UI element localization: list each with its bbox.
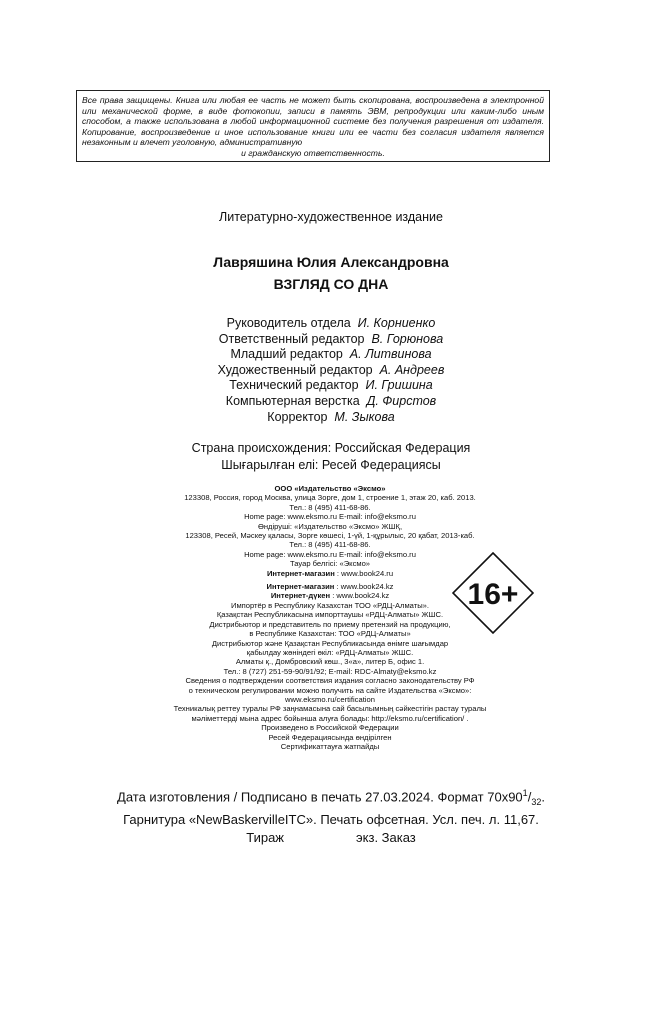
age-rating-text: 16+ [467,578,519,611]
staff-name: А. Андреев [379,362,445,377]
staff-role: Художественный редактор [217,362,373,377]
distributor: Дистрибьютор и представитель по приему претензий на продукцию, [209,619,451,629]
made-in-ru: Произведено в Российской Федерации [261,723,399,733]
importer-kz: Қазақстан Республикасына импорттаушы «РДЦ-Алматы» ЖШС. [216,610,444,620]
publisher-name: ООО «Издательство «Эксмо» [274,484,386,493]
distributor: в Республике Казахстан: ТОО «РДЦ-Алматы» [249,629,411,639]
staff-role: Младший редактор [230,347,343,362]
staff-role: Компьютерная верстка [225,393,360,408]
shop-ru-link[interactable]: : www.book24.ru [334,568,394,578]
copyright-line: и гражданскую ответственность. [241,147,385,158]
origin-kz: Шығарылған елі: Ресей Федерациясы [221,458,441,472]
publisher-kz-web: Home page: www.eksmo.ru E-mail: info@eksmo.ru [244,549,416,559]
trademark: Тауар белгісі: «Эксмо» [289,559,371,569]
staff-role: Ответственный редактор [218,331,365,346]
publisher-web: Home page: www.eksmo.ru E-mail: info@eksmo.ru [244,512,416,522]
print-line-3 [0,829,662,847]
publisher-kz-phone: Тел.: 8 (495) 411-68-86. [289,540,371,550]
fraction-numerator: 1 [522,788,528,798]
certification-ru: о техническом регулировании можно получить на сайте Издательства «Эксмо»: [188,685,472,695]
staff-role: Корректор [267,409,328,424]
publication-type: Литературно-художественное издание [219,210,443,224]
publisher-kz-address: 123308, Ресей, Мәскеу қаласы, Зорге көшесі, 1-үй, 1-құрылыс, 20 қабат, 2013-каб. [185,531,475,541]
copyright-line: или ее части без согласия издателя является незаконным и влечет уголовную, административную [82,126,544,148]
shop-kz-link[interactable]: : www.book24.kz [334,582,394,592]
importer: Импортёр в Республику Казахстан ТОО «РДЦ-Алматы». [230,600,429,610]
staff-name: М. Зыкова [334,409,395,424]
certification-kz: мәліметтерді мына адрес бойынша алуға болады: http://eksmo.ru/certification/ . [191,713,469,723]
distributor-kz: қабылдау жөніндегі өкіл: «РДЦ-Алматы» ЖШС. [246,647,414,657]
publisher-kz-name: Өндіруші: «Издательство «Эксмо» ЖШҚ, [257,521,403,531]
staff-name: Д. Фирстов [366,393,437,408]
zakaz-label: экз. Заказ [356,829,416,845]
staff-role: Технический редактор [229,378,359,393]
author-name: Лавряшина Юлия Александровна [213,254,449,270]
copyright-line: или каким-либо иным способом, а также использована в любой информационной системе без [82,105,545,127]
staff-name: И. Корниенко [357,316,436,330]
certification-ru: Сведения о подтверждении соответствия издания согласно законодательству РФ [185,676,475,686]
print-line-2: Гарнитура «NewBaskervilleITC». Печать офсетная. Усл. печ. л. 11,67. [123,812,539,828]
made-in-kz: Ресей Федерациясында өндірілген [268,732,392,742]
distributor-kz: Дистрибьютор және Қазақстан Республикасында өнімге шағымдар [211,638,449,648]
shop-kz2-link[interactable]: : www.book24.kz [330,591,390,601]
copyright-line: получения разрешения от издателя. Копирование, воспроизведение и иное использование книги [82,116,545,137]
age-rating-badge [452,552,534,634]
print-line-1: Дата изготовления / Подписано в печать 27.03.2024. Формат $70x90^1/_{32}$. [117,788,545,807]
staff-name: А. Литвинова [349,347,432,362]
publisher-address: 123308, Россия, город Москва, улица Зорге, дом 1, строение 1, этаж 20, каб. 2013. [184,493,476,503]
staff-row [0,394,662,410]
shop-ru-label: Интернет-магазин [266,568,335,578]
certification-not-required: Сертификаттауға жатпайды [280,741,380,751]
staff-list [0,316,662,425]
staff-row [0,378,662,394]
almaty-phone: Тел.: 8 (727) 251-59-90/91/92; E-mail: RDC-Almaty@eksmo.kz [223,666,437,676]
staff-row [0,332,662,348]
publisher-phone: Тел.: 8 (495) 411-68-86. [289,502,371,512]
copyright-line: электронной или механической форме, в виде фотокопии, записи в память ЭВМ, репродукции [82,95,544,116]
origin-block [0,440,662,474]
certification-link[interactable]: www.eksmo.ru/certification [285,694,375,704]
fraction-denominator: 32 [531,796,542,807]
shop-kz2-label: Интернет-дүкен [270,591,331,601]
book-title: ВЗГЛЯД СО ДНА [273,276,389,292]
copyright-notice [76,90,550,162]
staff-name: В. Горюнова [371,331,444,346]
staff-row [0,347,662,363]
almaty-address: Алматы қ., Домбровский көш., 3«а», литер Б, офис 1. [235,657,425,667]
staff-name: И. Гришина [365,378,433,393]
shop-kz-label: Интернет-магазин [266,582,335,592]
staff-row [0,363,662,379]
staff-row [0,410,662,426]
certification-kz: Техникалық реттеу туралы РФ заңнамасына сай басылымның сәйкестігін растау туралы [173,704,487,714]
staff-role: Руководитель отдела [226,316,351,330]
origin-ru: Страна происхождения: Российская Федерация [191,441,471,455]
tiraz-label: Тираж [246,829,285,845]
staff-row [0,316,662,332]
print-info [0,785,662,846]
copyright-line: Все права защищены. Книга или любая ее часть не может быть скопирована, воспроизведена в [82,95,488,105]
